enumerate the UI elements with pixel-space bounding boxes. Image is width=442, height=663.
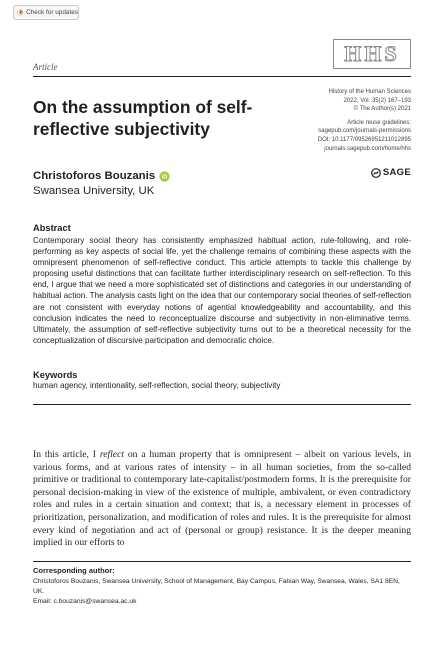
- body-intro: In this article, I: [33, 449, 100, 460]
- publisher-logo: [371, 167, 411, 178]
- reuse-label: Article reuse guidelines:: [347, 119, 411, 126]
- body-emphasis: reflect: [99, 449, 124, 460]
- crossmark-icon: [17, 8, 23, 17]
- badge-label: Check for updates: [26, 9, 78, 16]
- svg-text:iD: iD: [161, 174, 168, 181]
- publisher-name: SAGE: [382, 167, 411, 178]
- keywords-heading: Keywords: [33, 370, 78, 380]
- permissions-link[interactable]: sagepub.com/journals-permissions: [318, 128, 411, 135]
- correspondence-heading: Corresponding author:: [33, 566, 115, 575]
- journal-logo: HHS: [333, 39, 411, 69]
- journal-info: [281, 88, 411, 153]
- author-block: [33, 170, 170, 182]
- footnote-divider: [33, 561, 411, 562]
- abstract-text: Contemporary social theory has consistently emphasized habitual action, rule-following, and role-performing as key aspects of social life, yet the challenge remains of combining these aspects with the omnipresent phenomenon of self-reflective conduct. This article attempts to tackle this challenge by proposing useful distinctions that can facilitate further interdisciplinary research on self-reflection. To this end, I argue that we need a more sophisticated set of distinctions and categories in our understanding of habitual action. The analysis casts light on the idea that our contemporary social theories of self-reflection are not consistent with everyday notions of agential knowledgeability and accountability, and this conclusion indicates the need to reconceptualize discourse and subjectivity in non-eliminative terms. Ultimately, the assumption of self-reflective subjectivity turns out to be a theoretical necessity for the conceptualization of discursive participation and democratic choice.: [33, 236, 411, 345]
- body-paragraph: [33, 449, 411, 550]
- article-type-label: Article: [33, 62, 58, 72]
- journal-volume: 2022, Vol. 35(2) 167–193: [343, 97, 411, 104]
- correspondence-email[interactable]: Email: c.bouzanis@swansea.ac.uk: [33, 598, 137, 605]
- keywords-text: human agency, intentionality, self-reflection, social theory, subjectivity: [33, 381, 281, 390]
- correspondence-address: Christoforos Bouzanis, Swansea University, School of Management, Bay Campus, Fabian Way, Swansea, Wales, SA1 8EN, UK.: [33, 578, 400, 595]
- orcid-icon[interactable]: [159, 171, 170, 182]
- author-affiliation: Swansea University, UK: [33, 185, 155, 197]
- correspondence-block: [33, 577, 411, 607]
- abstract-heading: Abstract: [33, 223, 71, 233]
- abstract-divider: [33, 404, 411, 405]
- header-divider: [33, 76, 411, 77]
- author-name: Christoforos Bouzanis: [33, 170, 156, 182]
- journal-home-link[interactable]: journals.sagepub.com/home/hhs: [324, 145, 411, 152]
- article-title: On the assumption of self-reflective subjectivity: [33, 97, 253, 139]
- check-for-updates-badge[interactable]: [13, 5, 79, 20]
- copyright: © The Author(s) 2021: [353, 106, 411, 113]
- journal-name: History of the Human Sciences: [328, 89, 411, 95]
- doi[interactable]: DOI: 10.1177/09526951211012895: [317, 136, 411, 143]
- sage-swirl-icon: [371, 168, 381, 178]
- body-text: on a human property that is omnipresent – albeit on various levels, in various forms, and at various rates of intensity – in all human societies, from the so-called primitive or traditional to contemporary late-capitalist/postmodern forms. It is the prerequisite for personal decision-making in view of the existence of multiple, ambivalent, or even contradictory roles and rules in a certain situation and context; that is, a necessary element in processes of prioritization, personalization, and modification of roles and rules. It is the prerequisite for almost every kind of negotiation and act of (personal or group) resistance. It is the deeper meaning implied in our efforts to: [33, 449, 411, 549]
